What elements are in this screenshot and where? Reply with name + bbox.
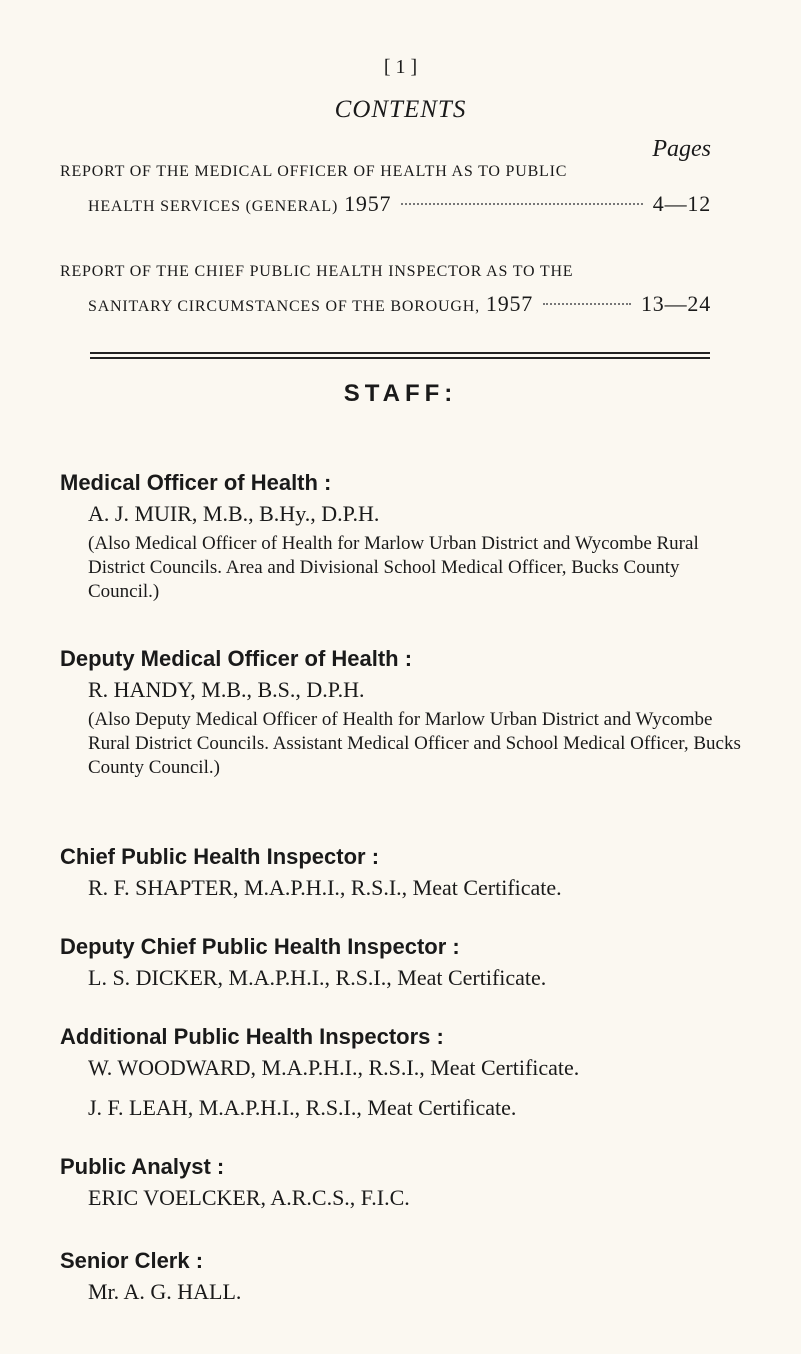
staff-role: Additional Public Health Inspectors : — [60, 1024, 444, 1049]
staff-heading: STAFF: — [343, 380, 458, 407]
staff-section-deputy-moh — [60, 644, 751, 780]
dot-leader — [543, 303, 631, 305]
toc-entry-pages: 4—12 — [652, 191, 711, 216]
staff-section-deputy-chief-inspector — [60, 932, 751, 994]
staff-section-moh — [60, 468, 751, 604]
toc-entry-year: 1957 — [344, 191, 392, 216]
staff-name: ERIC VOELCKER, A.R.C.S., F.I.C. — [88, 1185, 410, 1210]
staff-note: (Also Medical Officer of Health for Marlow Urban District and Wycombe Rural District Councils. Area and Divisional School Medical Officer, Bucks County Council.) — [88, 533, 699, 602]
double-rule-bottom — [90, 357, 710, 359]
toc-entry-health-inspector-report — [60, 256, 711, 320]
staff-note: (Also Deputy Medical Officer of Health for Marlow Urban District and Wycombe Rural District Councils. Assistant Medical Officer and School Medical Officer, Bucks County Council.) — [88, 709, 741, 778]
staff-section-public-analyst — [60, 1152, 751, 1214]
staff-name: J. F. LEAH, M.A.P.H.I., R.S.I., Meat Certificate. — [88, 1095, 517, 1120]
double-rule-top — [90, 352, 710, 354]
toc-entry-title-continued: HEALTH SERVICES (GENERAL) — [88, 198, 339, 215]
staff-name: L. S. DICKER, M.A.P.H.I., R.S.I., Meat Certificate. — [88, 965, 547, 990]
staff-name: R. HANDY, M.B., B.S., D.P.H. — [88, 677, 365, 702]
toc-entry-title: REPORT OF THE MEDICAL OFFICER OF HEALTH AS TO PUBLIC — [60, 163, 568, 180]
toc-entry-medical-officer-report — [60, 156, 711, 220]
staff-role: Public Analyst : — [60, 1154, 225, 1179]
staff-name: Mr. A. G. HALL. — [88, 1279, 242, 1304]
page-number: [ 1 ] — [383, 56, 418, 78]
dot-leader — [401, 203, 642, 205]
staff-name: W. WOODWARD, M.A.P.H.I., R.S.I., Meat Certificate. — [88, 1055, 580, 1080]
staff-section-senior-clerk — [60, 1246, 751, 1308]
toc-entry-title: REPORT OF THE CHIEF PUBLIC HEALTH INSPECTOR AS TO THE — [60, 263, 574, 280]
toc-entry-year: 1957 — [485, 291, 534, 316]
staff-section-chief-inspector — [60, 842, 751, 904]
staff-section-additional-inspectors — [60, 1022, 751, 1124]
staff-name: A. J. MUIR, M.B., B.Hy., D.P.H. — [88, 501, 380, 526]
staff-role: Deputy Medical Officer of Health : — [60, 646, 413, 671]
staff-role: Senior Clerk : — [60, 1248, 204, 1273]
staff-role: Medical Officer of Health : — [60, 470, 332, 495]
staff-role: Deputy Chief Public Health Inspector : — [60, 934, 460, 959]
staff-role: Chief Public Health Inspector : — [60, 844, 380, 869]
toc-entry-pages: 13—24 — [641, 291, 711, 316]
pages-column-label: Pages — [652, 136, 711, 162]
toc-entry-title-continued: SANITARY CIRCUMSTANCES OF THE BOROUGH, — [88, 298, 480, 315]
staff-name: R. F. SHAPTER, M.A.P.H.I., R.S.I., Meat Certificate. — [88, 875, 562, 900]
contents-title: CONTENTS — [334, 96, 467, 123]
